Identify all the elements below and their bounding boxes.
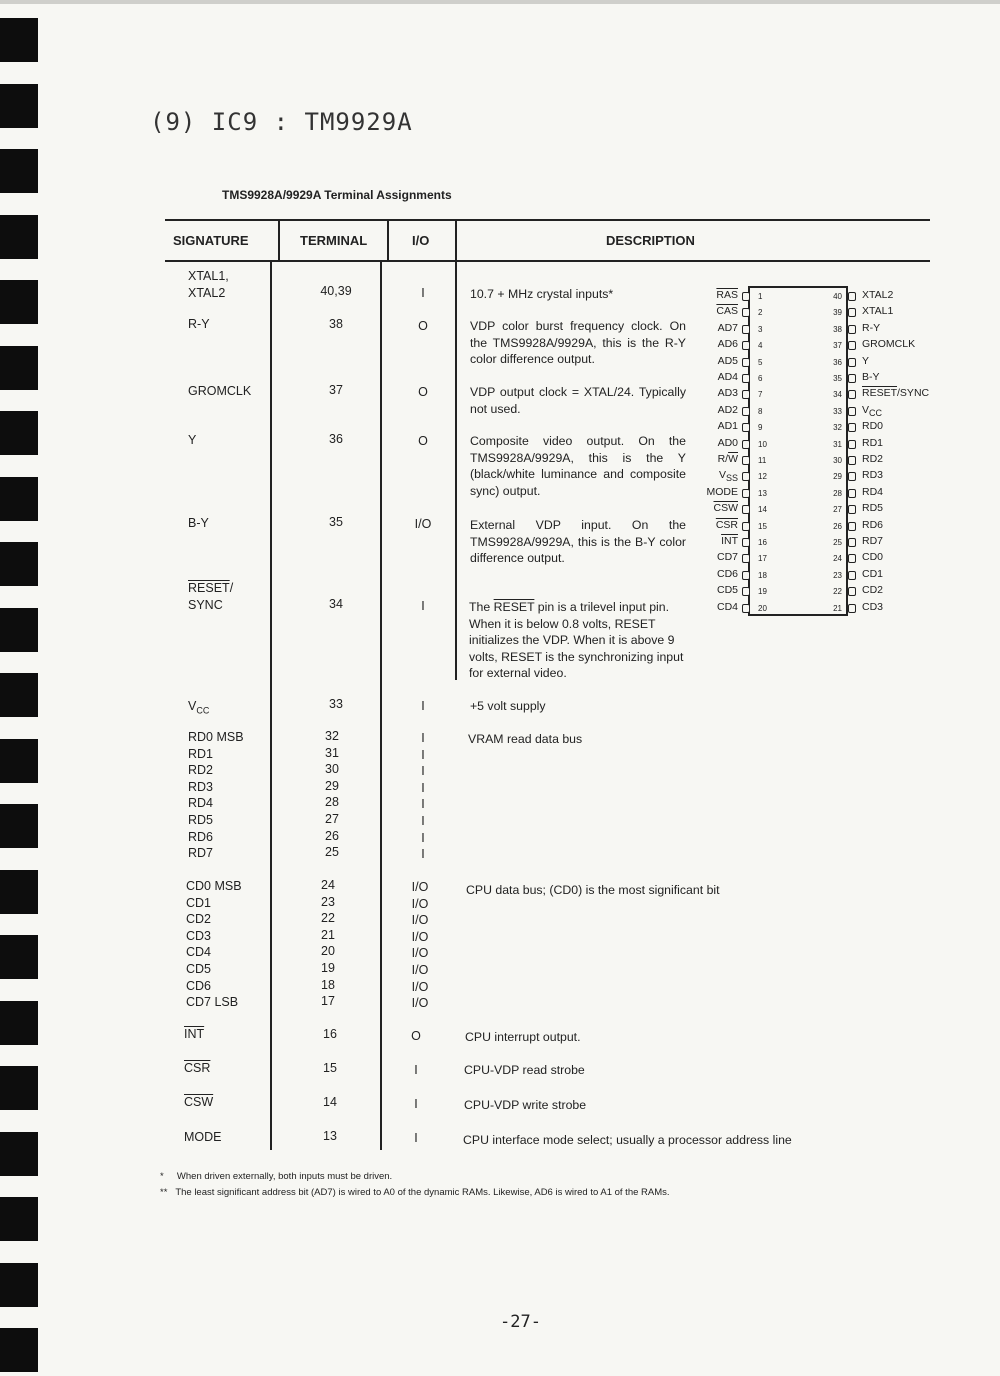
page-top-edge: [0, 0, 1000, 4]
row-xtal-io: I: [421, 286, 425, 300]
binding-tab: [0, 149, 38, 193]
row-csw-io: I: [414, 1097, 418, 1111]
row-mode-signature: MODE: [184, 1130, 222, 1144]
pin-stub-left: [742, 472, 750, 481]
pin-number-left: 2: [758, 308, 763, 318]
pin-label-left: AD0: [717, 436, 738, 449]
pin-label-right: CD0: [862, 551, 884, 564]
pin-label-right: Y: [862, 354, 870, 367]
row-ry-io: O: [418, 319, 428, 333]
row-y-signature: Y: [188, 433, 197, 447]
pin-label-right: RD6: [862, 518, 884, 531]
col-divider-1-head: [278, 219, 280, 261]
row-rd-description: VRAM read data bus: [468, 732, 583, 746]
pin-number-left: 19: [758, 587, 767, 597]
pin-number-left: 13: [758, 488, 767, 498]
row-int-terminal: 16: [323, 1027, 337, 1041]
row-vcc-signature: $V_{CC}$: [188, 699, 210, 716]
pin-label-left: $\overline{RAS}$: [716, 289, 738, 301]
pin-stub-left: [742, 538, 750, 547]
pin-stub-left: [742, 505, 750, 514]
row-vcc-terminal: 33: [329, 697, 343, 711]
binding-tab: [0, 84, 38, 128]
pin-label-right: RD3: [862, 469, 884, 482]
row-csr-terminal: 15: [323, 1061, 337, 1075]
pin-number-right: 22: [833, 587, 842, 597]
pin-stub-right: [848, 374, 856, 383]
row-by-description: External VDP input. On the TMS9928A/9929A, this is the B-Y color difference output.: [470, 518, 686, 566]
pin-number-left: 3: [758, 324, 763, 334]
pin-label-left: CD4: [716, 600, 738, 613]
pin-label-left: CD6: [716, 567, 738, 580]
pin-stub-left: [742, 407, 750, 416]
row-y-io: O: [418, 434, 428, 448]
pin-stub-right: [848, 538, 856, 547]
header-terminal: TERMINAL: [300, 233, 368, 248]
row-cd-terminal: 24 23 22 21 20 19 18 17: [321, 878, 335, 1009]
pin-label-left: AD2: [717, 403, 738, 416]
pin-stub-left: [742, 522, 750, 531]
row-cd-io: I/O I/O I/O I/O I/O I/O I/O I/O: [411, 880, 429, 1011]
row-ry-signature: R-Y: [188, 317, 210, 331]
row-csr-description: CPU-VDP read strobe: [464, 1063, 585, 1077]
pin-stub-right: [848, 407, 856, 416]
pin-stub-left: [742, 489, 750, 498]
binding-tab: [0, 935, 38, 979]
pin-number-right: 32: [833, 423, 842, 433]
pin-stub-right: [848, 341, 856, 350]
pin-number-right: 24: [833, 554, 842, 564]
pin-stub-right: [848, 489, 856, 498]
row-vcc-io: I: [421, 699, 425, 713]
pin-stub-right: [848, 308, 856, 317]
spiral-binding: [0, 0, 40, 1376]
binding-tab: [0, 346, 38, 390]
pin-stub-left: [742, 358, 750, 367]
pin-number-left: 9: [758, 423, 763, 433]
pin-number-right: 30: [833, 456, 842, 465]
binding-tab: [0, 215, 38, 259]
binding-tab: [0, 18, 38, 62]
row-by-terminal: 35: [329, 515, 343, 529]
pin-number-left: 18: [758, 570, 767, 580]
row-gromclk-terminal: 37: [329, 383, 343, 397]
pin-label-right: CD1: [862, 567, 884, 580]
row-xtal-description: 10.7 + MHz crystal inputs*: [470, 287, 614, 301]
pin-number-right: 28: [833, 488, 842, 498]
pin-stub-right: [848, 554, 856, 563]
pin-label-right: $V_{CC}$: [862, 403, 883, 418]
pin-label-left: $V_{SS}$: [718, 469, 738, 484]
pin-label-left: AD4: [717, 371, 738, 383]
pin-number-left: 7: [758, 390, 763, 400]
pin-label-right: R-Y: [862, 321, 881, 334]
pin-number-left: 8: [758, 406, 763, 416]
header-description: DESCRIPTION: [606, 233, 695, 248]
pin-label-right: RD0: [862, 420, 884, 433]
binding-tab: [0, 280, 38, 324]
pin-number-right: 21: [833, 603, 842, 613]
pin-number-right: 35: [833, 374, 842, 383]
pin-label-right: RD5: [862, 502, 884, 515]
binding-tab: [0, 804, 38, 848]
row-gromclk-io: O: [418, 385, 428, 399]
pin-stub-left: [742, 374, 750, 383]
row-mode-io: I: [414, 1131, 418, 1145]
binding-tab: [0, 411, 38, 455]
row-rd-signature: RD0 MSB RD1 RD2 RD3 RD4 RD5 RD6 RD7: [188, 730, 244, 861]
handwritten-title: (9) IC9 : TM9929A: [150, 108, 413, 136]
pin-stub-right: [848, 358, 856, 367]
pin-number-left: 4: [758, 341, 763, 351]
row-reset-terminal: 34: [329, 597, 343, 611]
binding-tab: [0, 870, 38, 914]
pin-stub-left: [742, 292, 750, 301]
col-divider-2-head: [387, 219, 389, 261]
pin-stub-left: [742, 341, 750, 350]
pin-stub-left: [742, 440, 750, 449]
pin-label-right: XTAL2: [862, 289, 894, 301]
binding-tab: [0, 1328, 38, 1372]
pin-stub-left: [742, 325, 750, 334]
footnote-1: * When driven externally, both inputs must be driven.: [160, 1171, 393, 1182]
pin-stub-right: [848, 587, 856, 596]
pin-label-left: AD6: [717, 338, 738, 351]
col-divider-3: [455, 260, 457, 680]
pin-label-left: AD3: [717, 387, 738, 400]
pin-number-right: 34: [833, 390, 842, 400]
col-divider-2: [380, 260, 382, 1150]
binding-tab: [0, 1263, 38, 1307]
pin-number-right: 27: [833, 505, 842, 515]
pin-label-left: AD1: [717, 420, 738, 433]
pin-label-right: XTAL1: [862, 305, 894, 318]
pin-stub-left: [742, 554, 750, 563]
row-csw-description: CPU-VDP write strobe: [464, 1098, 587, 1112]
pin-number-right: 25: [833, 538, 842, 547]
pin-label-right: CD3: [862, 600, 884, 613]
row-cd-signature: CD0 MSB CD1 CD2 CD3 CD4 CD5 CD6 CD7 LSB: [186, 879, 242, 1010]
row-y-description: Composite video output. On the TMS9928A/9929A, this is the Y (black/white luminance and composite sync) output.: [470, 434, 686, 498]
pin-stub-right: [848, 292, 856, 301]
row-by-signature: B-Y: [188, 516, 209, 530]
col-divider-3-head: [455, 219, 457, 261]
pin-number-right: 33: [833, 406, 842, 416]
pin-label-left: $\overline{CSR}$: [715, 518, 738, 531]
pin-number-left: 5: [758, 357, 763, 367]
pin-number-left: 12: [758, 472, 767, 482]
pin-number-left: 10: [758, 439, 767, 449]
pin-label-left: AD5: [717, 354, 738, 367]
row-y-terminal: 36: [329, 432, 343, 446]
pin-stub-left: [742, 390, 750, 399]
row-rd-terminal: 32 31 30 29 28 27 26 25: [325, 729, 339, 860]
pin-label-right: RD1: [862, 436, 884, 449]
binding-tab: [0, 542, 38, 586]
row-vcc-description: +5 volt supply: [470, 699, 546, 713]
pin-label-left: $R/\overline{W}$: [717, 453, 738, 465]
pin-number-left: 16: [758, 538, 767, 547]
row-csw-signature: $\overline{CSW}$: [184, 1095, 214, 1109]
pin-number-right: 39: [833, 308, 842, 318]
binding-tab: [0, 673, 38, 717]
pin-stub-right: [848, 472, 856, 481]
header-io: I/O: [412, 233, 430, 248]
pin-stub-right: [848, 522, 856, 531]
col-divider-1: [270, 260, 272, 1150]
pin-stub-right: [848, 505, 856, 514]
page-number: -27-: [500, 1312, 541, 1332]
pin-number-right: 29: [833, 472, 842, 482]
pin-label-left: $\overline{INT}$: [721, 535, 738, 547]
pin-number-right: 23: [833, 570, 842, 580]
pin-label-right: RESET/SYNC: [862, 387, 930, 400]
row-int-io: O: [411, 1029, 421, 1043]
row-gromclk-description: VDP output clock = XTAL/24. Typically not used.: [470, 385, 686, 416]
row-reset-description: The RESET pin is a trilevel input pin. When it is below 0.8 volts, RESET initializes the VDP. When it is above 9 volts, RESET is the synchronizing input for external video.: [469, 600, 684, 681]
pin-stub-left: [742, 571, 750, 580]
row-ry-description: VDP color burst frequency clock. On the TMS9928A/9929A, this is the R-Y color difference output.: [470, 319, 686, 367]
row-cd-description: CPU data bus; (CD0) is the most significant bit: [466, 883, 720, 897]
row-csw-terminal: 14: [323, 1095, 337, 1109]
pin-label-left: $\overline{CSW}$: [713, 502, 738, 515]
row-xtal-terminal: 40,39: [320, 284, 352, 298]
pin-number-right: 38: [833, 324, 842, 334]
pin-number-left: 15: [758, 521, 767, 531]
row-csr-signature: $\overline{CSR}$: [184, 1061, 211, 1075]
pin-number-left: 1: [758, 292, 763, 301]
pin-number-right: 31: [833, 439, 842, 449]
pin-stub-left: [742, 308, 750, 317]
pin-label-right: B-Y: [862, 371, 880, 383]
pin-label-left: CD5: [716, 584, 738, 597]
pin-label-right: RD2: [862, 453, 884, 465]
pin-label-left: CD7: [716, 551, 738, 564]
row-reset-io: I: [421, 599, 425, 613]
row-rd-io: I I I I I I I I: [421, 731, 425, 862]
row-ry-terminal: 38: [329, 317, 343, 331]
pin-number-left: 14: [758, 505, 767, 515]
pin-stub-right: [848, 571, 856, 580]
row-xtal-signature: XTAL1, XTAL2: [188, 269, 229, 300]
row-mode-description: CPU interface mode select; usually a processor address line: [463, 1133, 792, 1147]
pin-stub-right: [848, 423, 856, 432]
row-gromclk-signature: GROMCLK: [188, 384, 252, 398]
row-mode-terminal: 13: [323, 1129, 337, 1143]
pin-stub-right: [848, 440, 856, 449]
binding-tab: [0, 739, 38, 783]
pin-stub-right: [848, 456, 856, 465]
row-csr-io: I: [414, 1063, 418, 1077]
pin-label-right: CD2: [862, 584, 884, 597]
pin-stub-left: [742, 423, 750, 432]
row-int-description: CPU interrupt output.: [465, 1030, 581, 1044]
binding-tab: [0, 608, 38, 652]
pin-stub-left: [742, 587, 750, 596]
pin-label-left: MODE: [706, 485, 738, 498]
pin-stub-left: [742, 604, 750, 613]
pin-label-right: RD7: [862, 535, 884, 547]
header-signature: SIGNATURE: [173, 233, 249, 248]
chip-package-outline: [748, 286, 848, 616]
pin-number-right: 36: [833, 357, 842, 367]
binding-tab: [0, 1132, 38, 1176]
row-int-signature: $\overline{INT}$: [184, 1027, 205, 1041]
pin-stub-right: [848, 390, 856, 399]
pin-stub-right: [848, 325, 856, 334]
pin-label-right: RD4: [862, 485, 884, 498]
pin-label-right: GROMCLK: [862, 338, 916, 351]
pin-number-left: 17: [758, 554, 767, 564]
table-title: TMS9928A/9929A Terminal Assignments: [222, 188, 452, 202]
pin-stub-left: [742, 456, 750, 465]
pin-label-left: AD7: [717, 321, 738, 334]
pin-number-left: 20: [758, 603, 767, 613]
row-reset-signature: RESET/ SYNC: [188, 581, 234, 612]
pin-number-right: 40: [833, 292, 842, 301]
pin-number-right: 26: [833, 521, 842, 531]
binding-tab: [0, 1001, 38, 1045]
pin-label-left: $\overline{CAS}$: [716, 305, 738, 318]
pin-number-left: 11: [758, 456, 767, 465]
binding-tab: [0, 1197, 38, 1241]
footnote-2: ** The least significant address bit (AD7) is wired to A0 of the dynamic RAMs. Likewise, AD6 is wired to A1 of the RAMs.: [160, 1187, 670, 1198]
binding-tab: [0, 1066, 38, 1110]
pin-stub-right: [848, 604, 856, 613]
pin-number-right: 37: [833, 341, 842, 351]
pin-number-left: 6: [758, 374, 763, 383]
binding-tab: [0, 477, 38, 521]
row-by-io: I/O: [414, 517, 432, 531]
